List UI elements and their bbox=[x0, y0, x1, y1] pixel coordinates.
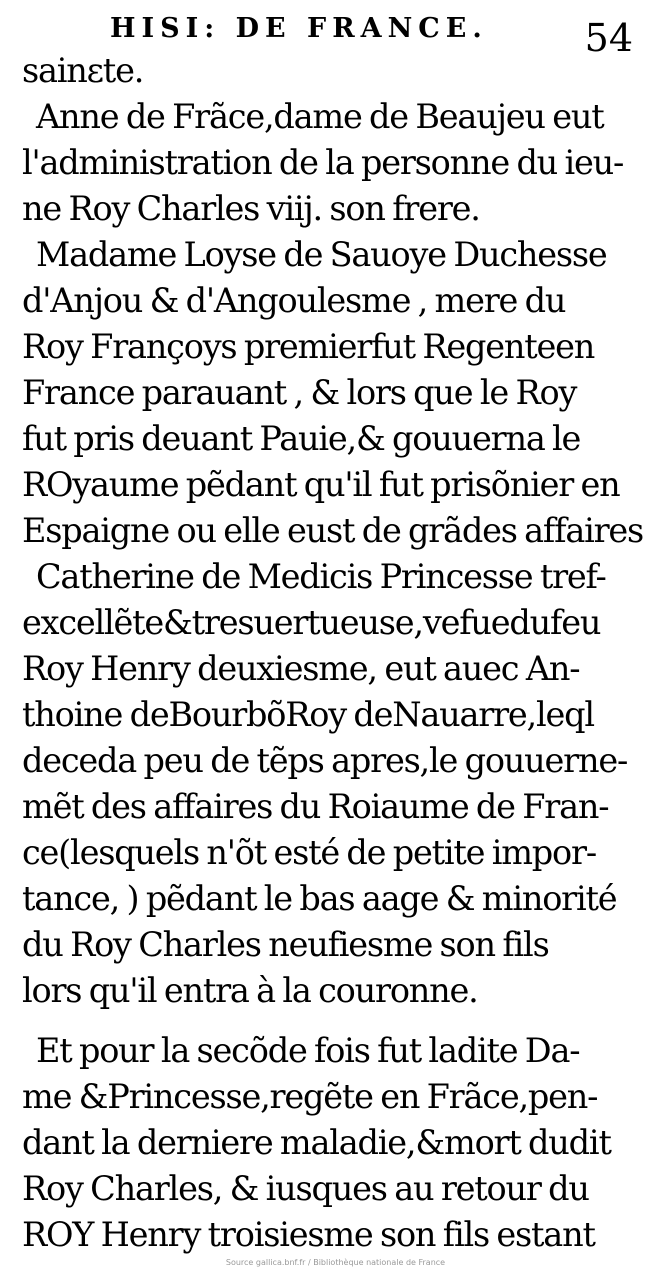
text-line: Madame Loyse de Sauoye Duchesse bbox=[36, 235, 607, 274]
text-line: Roy Henry deuxiesme, eut auec An- bbox=[22, 649, 580, 688]
source-credit: Source gallica.bnf.fr / Bibliothèque nationale de France bbox=[225, 1258, 446, 1267]
text-line: Espaigne ou elle eust de grãdes affaires bbox=[22, 511, 644, 550]
text-line: fut pris deuant Pauie,& gouuerna le bbox=[22, 419, 581, 458]
text-line: Roy Charles, & iusques au retour du bbox=[22, 1169, 589, 1208]
text-line: ROY Henry troisiesme son fils estant bbox=[22, 1215, 595, 1254]
text-line: France parauant , & lors que le Roy bbox=[22, 373, 577, 412]
text-line: sainɛte. bbox=[22, 51, 144, 90]
text-line: Roy Françoys premierfut Regenteen bbox=[22, 327, 595, 366]
paragraph-spacer bbox=[22, 1014, 644, 1028]
text-line: tance, ) pẽdant le bas aage & minorité bbox=[22, 879, 617, 918]
page-number: 54 bbox=[584, 16, 633, 60]
text-line: Et pour la secõde fois fut ladite Da- bbox=[36, 1031, 580, 1070]
text-line: du Roy Charles neufiesme son fils bbox=[22, 925, 549, 964]
text-line: d'Anjou & d'Angoulesme , mere du bbox=[22, 281, 566, 320]
text-line: me &Princesse,regẽte en Frãce,pen- bbox=[22, 1077, 598, 1116]
text-line: ROyaume pẽdant qu'il fut prisõnier en bbox=[22, 465, 620, 504]
text-line: deceda peu de tẽps apres,le gouuerne- bbox=[22, 741, 628, 780]
page-body bbox=[22, 48, 644, 1258]
running-title: HISI: DE FRANCE. bbox=[110, 13, 488, 44]
text-line: Anne de Frãce,dame de Beaujeu eut bbox=[36, 97, 604, 136]
text-line: excellẽte&tresuertueuse,vefuedufeu bbox=[22, 603, 601, 642]
text-line: lors qu'il entra à la couronne. bbox=[22, 971, 478, 1010]
text-line: l'administration de la personne du ieu- bbox=[22, 143, 624, 182]
text-line: Catherine de Medicis Princesse tref- bbox=[36, 557, 606, 596]
text-line: ce(lesquels n'õt esté de petite impor- bbox=[22, 833, 596, 872]
text-line: dant la derniere maladie,&mort dudit bbox=[22, 1123, 611, 1162]
text-line: ne Roy Charles viij. son frere. bbox=[22, 189, 480, 228]
text-line: thoine deBourbõRoy deNauarre,leql bbox=[22, 695, 594, 734]
text-line: mẽt des affaires du Roiaume de Fran- bbox=[22, 787, 609, 826]
